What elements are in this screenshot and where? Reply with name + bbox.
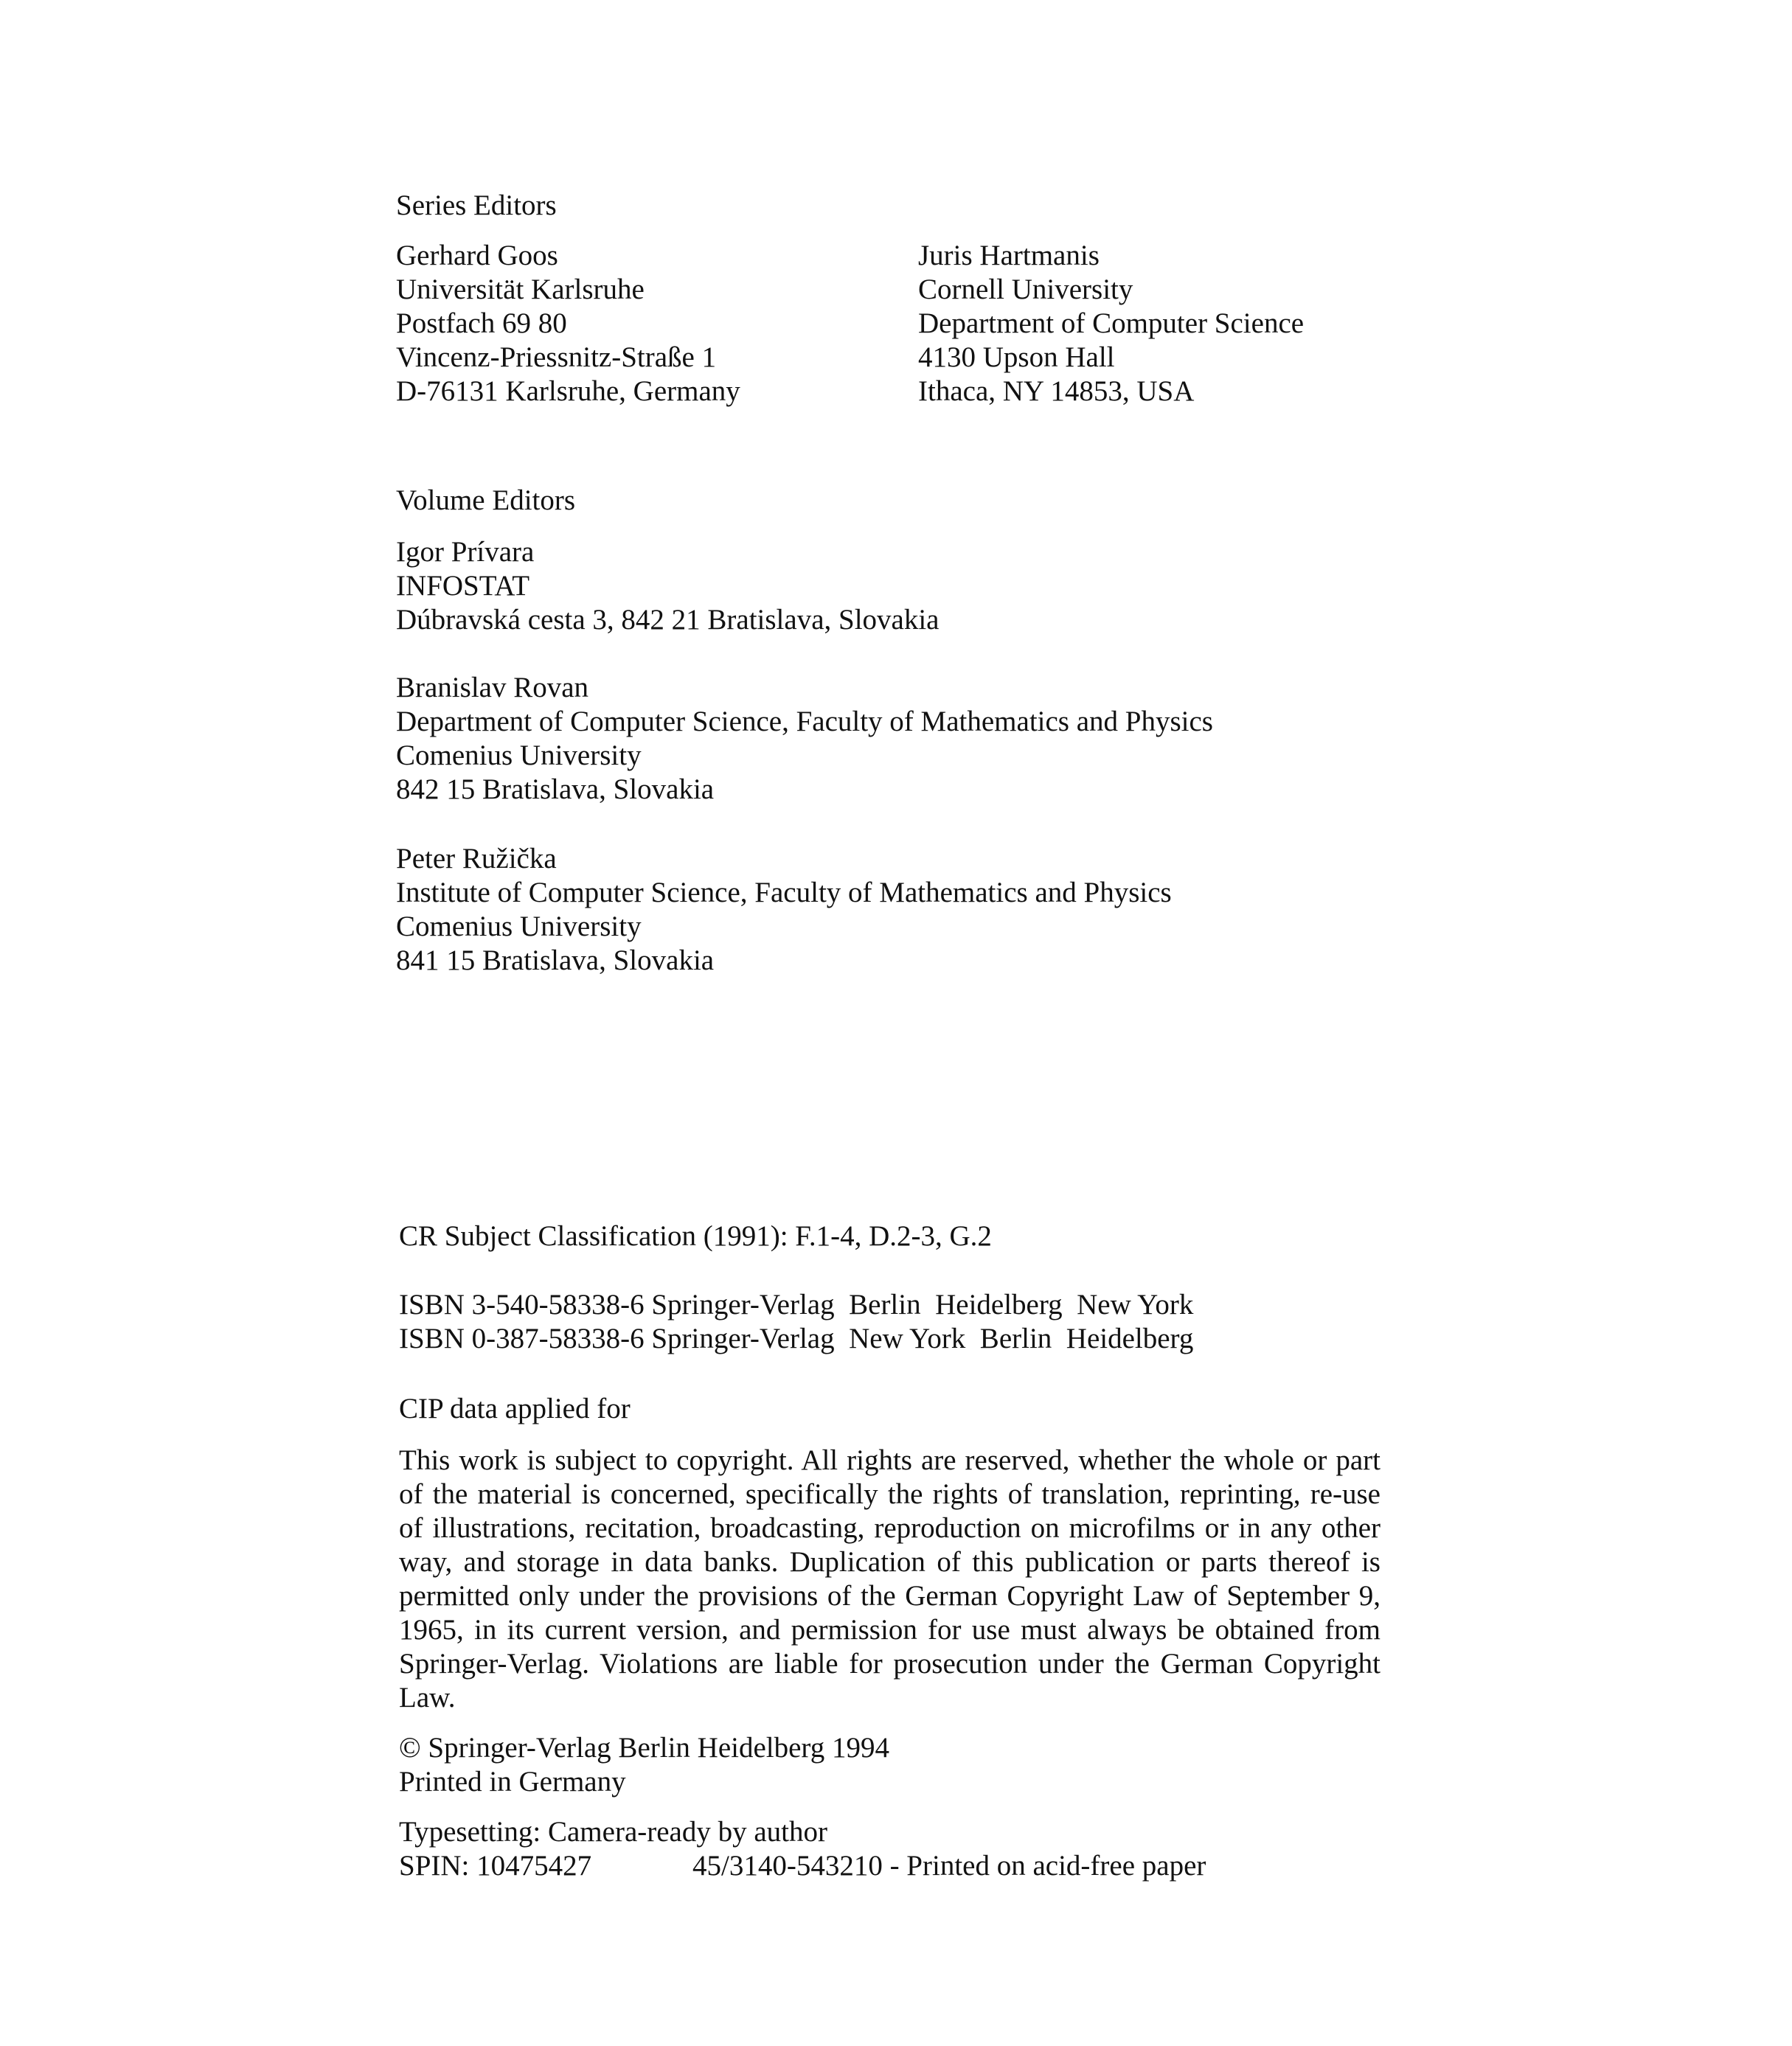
isbn-block <box>399 1288 1193 1356</box>
typesetting-line: Typesetting: Camera-ready by author <box>399 1816 827 1848</box>
cip-text: CIP data applied for <box>399 1393 631 1424</box>
address-line: Cornell University <box>918 274 1133 305</box>
address-line: Institute of Computer Science, Faculty of Mathematics and Physics <box>396 877 1172 908</box>
series-editors-heading <box>396 189 557 223</box>
volume-editor-rovan-address <box>396 671 1213 807</box>
volume-editor-privara-address <box>396 535 940 637</box>
address-line: Peter Ružička <box>396 843 557 874</box>
address-line: Gerhard Goos <box>396 240 558 271</box>
address-line: Dúbravská cesta 3, 842 21 Bratislava, Slovakia <box>396 604 940 636</box>
publisher-block <box>399 1731 889 1799</box>
series-editor-goos-address <box>396 239 740 408</box>
isbn-line: ISBN 3-540-58338-6 Springer-Verlag Berlin Heidelberg New York <box>399 1289 1194 1320</box>
production-block <box>399 1815 1206 1883</box>
address-line: Igor Prívara <box>396 536 535 568</box>
volume-editor-ruzicka-address <box>396 842 1172 978</box>
series-editors-label: Series Editors <box>396 189 557 221</box>
address-line: Comenius University <box>396 911 642 942</box>
spin-number: SPIN: 10475427 <box>399 1850 592 1882</box>
address-line: 842 15 Bratislava, Slovakia <box>396 773 715 805</box>
cr-subject-classification <box>399 1219 992 1253</box>
address-line: D-76131 Karlsruhe, Germany <box>396 375 740 407</box>
printing-code: 45/3140-543210 - Printed on acid-free paper <box>692 1850 1206 1882</box>
cip-statement <box>399 1392 631 1426</box>
address-line: Department of Computer Science <box>918 307 1305 339</box>
address-line: Juris Hartmanis <box>918 240 1100 271</box>
copyright-notice-text: This work is subject to copyright. All rights are reserved, whether the whole or part of the material is concerned, specifically the rights of translation, reprinting, re-use of illustrations, recitation, broadcasting, reproduction on microfilms or in any other way, and storage in data banks. Duplication of this publication or parts thereof is permitted only under the provisions of the German Copyright Law of September 9, 1965, in its current version, and permission for use must always be obtained from Springer-Verlag. Violations are liable for prosecution under the German Copyright Law. <box>399 1444 1381 1713</box>
address-line: Ithaca, NY 14853, USA <box>918 375 1195 407</box>
address-line: Comenius University <box>396 740 642 771</box>
copyright-line: © Springer-Verlag Berlin Heidelberg 1994 <box>399 1732 889 1764</box>
address-line: 841 15 Bratislava, Slovakia <box>396 944 715 976</box>
address-line: Branislav Rovan <box>396 672 589 703</box>
isbn-line: ISBN 0-387-58338-6 Springer-Verlag New York Berlin Heidelberg <box>399 1323 1194 1354</box>
address-line: Universität Karlsruhe <box>396 274 645 305</box>
cr-classification-text: CR Subject Classification (1991): F.1-4, D.2-3, G.2 <box>399 1220 992 1252</box>
address-line: 4130 Upson Hall <box>918 341 1115 373</box>
address-line: Department of Computer Science, Faculty of Mathematics and Physics <box>396 706 1213 737</box>
address-line: Vincenz-Priessnitz-Straße 1 <box>396 341 717 373</box>
address-line: INFOSTAT <box>396 570 530 602</box>
printed-in-line: Printed in Germany <box>399 1766 626 1798</box>
volume-editors-heading <box>396 484 575 518</box>
spin-row <box>399 1849 1206 1883</box>
address-line: Postfach 69 80 <box>396 307 567 339</box>
copyright-notice <box>399 1444 1381 1715</box>
volume-editors-label: Volume Editors <box>396 484 576 516</box>
series-editor-hartmanis-address <box>918 239 1304 408</box>
